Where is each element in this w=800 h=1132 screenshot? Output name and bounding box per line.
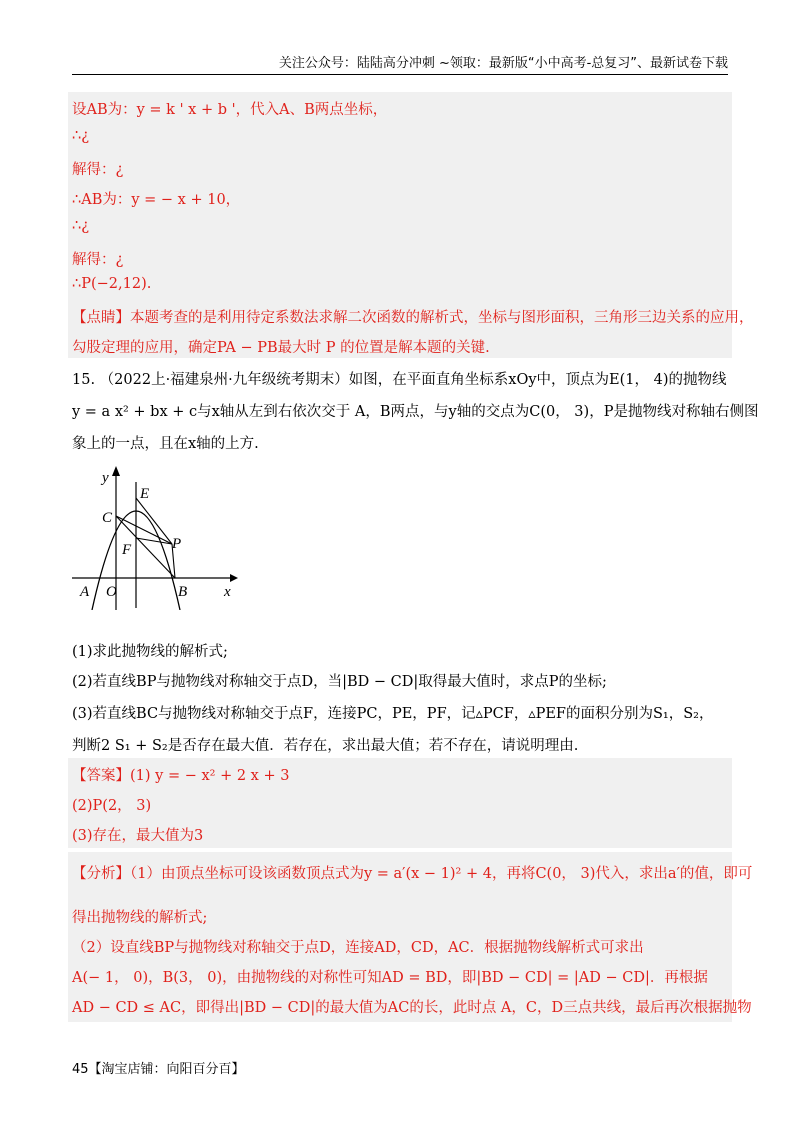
label-y: y — [102, 470, 109, 486]
label-e: E — [140, 486, 150, 502]
line-ep — [136, 498, 172, 544]
answer-1: (1) y = − x² + 2 x + 3 — [130, 768, 290, 784]
page-header — [72, 52, 728, 75]
solution-line-4: ∴AB为：y = − x + 10， — [72, 192, 241, 208]
analysis-tag: 【分析】 — [72, 866, 130, 882]
label-a: A — [80, 584, 90, 600]
answer-2: (2)P(2， 3) — [72, 798, 152, 814]
analysis-line-3: （2）设直线BP与抛物线对称轴交于点D，连接AD，CD，AC．根据抛物线解析式可求出 — [72, 940, 644, 956]
analysis-line-4: A(− 1， 0)，B(3， 0)，由抛物线的对称性可知AD = BD，即|BD − CD| = |AD − CD|．再根据 — [72, 970, 708, 986]
question-1: (1)求此抛物线的解析式; — [72, 644, 228, 660]
comment-line-1 — [72, 306, 754, 327]
analysis-line-5: AD − CD ≤ AC，即得出|BD − CD|的最大值为AC的长，此时点 A，C，D三点共线，最后再次根据抛物 — [72, 1000, 752, 1016]
comment-text-1: 本题考查的是利用待定系数法求解二次函数的解析式，坐标与图形面积，三角形三边关系的应用， — [130, 310, 754, 326]
page-footer: 45【淘宝店铺：向阳百分百】 — [72, 1062, 245, 1077]
label-o: O — [106, 584, 117, 600]
solution-line-2: ∴¿ — [72, 128, 89, 144]
question-2: (2)若直线BP与抛物线对称轴交于点D，当|BD − CD|取得最大值时，求点P的坐标; — [72, 674, 607, 690]
analysis-text-1: （1）由顶点坐标可设该函数顶点式为y = a′(x − 1)² + 4，再将C(0， 3)代入，求出a′的值，即可 — [130, 866, 753, 882]
comment-tag: 【点睛】 — [72, 310, 130, 326]
answer-3: (3)存在，最大值为3 — [72, 828, 204, 844]
problem-line-3: 象上的一点，且在x轴的上方. — [72, 436, 259, 452]
answer-tag: 【答案】 — [72, 768, 130, 784]
label-x: x — [224, 584, 231, 600]
solution-line-6: 解得：¿ — [72, 252, 124, 268]
answer-line-1 — [72, 764, 728, 785]
solution-line-7: ∴P(−2,12). — [72, 276, 152, 292]
y-axis-arrow — [112, 466, 120, 476]
label-f: F — [122, 542, 132, 558]
header-text: 关注公众号：陆陆高分冲刺 ~领取：最新版“小中高考-总复习”、最新试卷下载 — [278, 56, 728, 71]
analysis-line-1 — [72, 862, 753, 883]
question-3b: 判断2 S₁ + S₂是否存在最大值．若存在，求出最大值；若不存在，请说明理由. — [72, 738, 579, 754]
question-3a: (3)若直线BC与抛物线对称轴交于点F，连接PC，PE，PF，记▵PCF，▵PEF的面积分别为S₁，S₂， — [72, 706, 714, 722]
problem-line-1: 15. （2022上·福建泉州·九年级统考期末）如图，在平面直角坐标系xOy中，顶点为E(1， 4)的抛物线 — [72, 372, 727, 388]
label-b: B — [178, 584, 188, 600]
label-p: P — [172, 536, 182, 552]
x-axis-arrow — [230, 574, 238, 582]
analysis-line-2: 得出抛物线的解析式; — [72, 910, 208, 926]
solution-line-1: 设AB为：y = k ' x + b '，代入A、B两点坐标， — [72, 102, 388, 118]
solution-line-3: 解得：¿ — [72, 162, 124, 178]
problem-line-2: y = a x² + bx + c与x轴从左到右依次交于 A，B两点，与y轴的交点为C(0， 3)，P是抛物线对称轴右侧图 — [72, 404, 759, 420]
label-c: C — [102, 510, 113, 526]
solution-line-5: ∴¿ — [72, 218, 89, 234]
comment-line-2: 勾股定理的应用，确定PA − PB最大时 P 的位置是解本题的关键. — [72, 340, 490, 356]
parabola-figure — [72, 460, 242, 610]
